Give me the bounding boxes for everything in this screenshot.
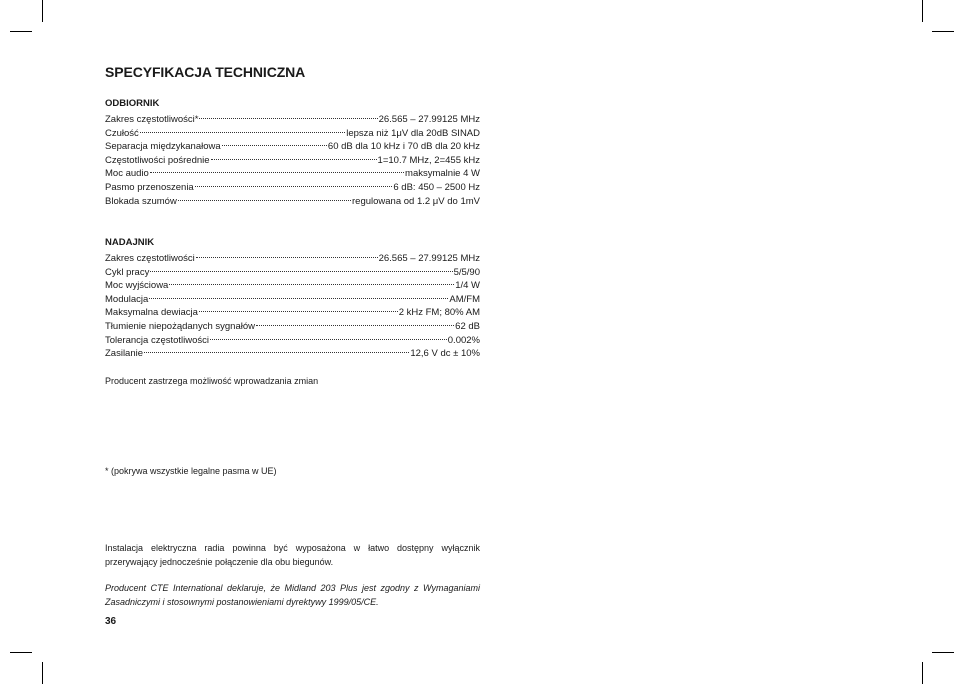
spec-row	[105, 195, 480, 209]
spec-label: Tłumienie niepożądanych sygnałów	[105, 320, 255, 332]
spec-label: Częstotliwości pośrednie	[105, 154, 210, 166]
spec-label: Zasilanie	[105, 348, 144, 360]
dot-leader	[222, 145, 327, 146]
spec-row	[105, 306, 480, 320]
spec-row	[105, 279, 480, 293]
spec-row	[105, 266, 480, 280]
receiver-heading: ODBIORNIK	[105, 98, 160, 109]
installation-note: Instalacja elektryczna radia powinna być wyposażona w łatwo dostępny wyłącznik przerywający jednocześnie połączenie dla obu biegunów.	[105, 543, 480, 567]
dot-leader	[199, 311, 398, 312]
page-title: SPECYFIKACJA TECHNICZNA	[105, 64, 306, 80]
dot-leader	[178, 200, 351, 201]
dot-leader	[150, 172, 404, 173]
spec-label: Zakres częstotliwości	[105, 253, 195, 264]
receiver-spec-list	[105, 113, 480, 208]
transmitter-section	[105, 237, 480, 361]
spec-label: Separacja międzykanałowa	[105, 141, 221, 153]
transmitter-spec-list	[105, 252, 480, 361]
spec-row	[105, 252, 480, 266]
dot-leader	[195, 186, 393, 187]
spec-value: regulowana od 1.2 μV do 1mV	[352, 195, 480, 207]
spec-label: Maksymalna dewiacja	[105, 307, 198, 319]
spec-row	[105, 154, 480, 168]
dot-leader	[144, 352, 409, 353]
spec-label: Pasmo przenoszenia	[105, 181, 194, 193]
spec-value: maksymalnie 4 W	[405, 168, 480, 180]
footnote: * (pokrywa wszystkie legalne pasma w UE)	[105, 466, 277, 476]
spec-row	[105, 320, 480, 334]
spec-value: 2 kHz FM; 80% AM	[398, 307, 480, 319]
dot-leader	[210, 339, 447, 340]
spec-value: AM/FM	[449, 293, 480, 305]
crop-mark	[932, 652, 954, 653]
spec-value: 6 dB: 450 – 2500 Hz	[393, 181, 480, 193]
crop-mark	[10, 652, 32, 653]
spec-label: Modulacja	[105, 293, 149, 305]
page-number: 36	[105, 616, 117, 627]
dot-leader	[169, 284, 454, 285]
receiver-section	[105, 98, 480, 208]
spec-value: 12,6 V dc ± 10%	[410, 348, 480, 360]
crop-mark	[922, 662, 923, 684]
spec-value: 1=10.7 MHz, 2=455 kHz	[377, 154, 480, 166]
spec-label: Zakres częstotliwości*	[105, 114, 199, 125]
crop-mark	[922, 0, 923, 22]
declaration: Producent CTE International deklaruje, że Midland 203 Plus jest zgodny z Wymaganiami Zasadniczymi i stosownymi postanowieniami dyrektywy 1999/05/CE.	[105, 583, 480, 607]
manufacturer-note: Producent zastrzega możliwość wprowadzania zmian	[105, 376, 319, 386]
spec-value: 26.565 – 27.99125 MHz	[378, 253, 480, 264]
spec-label: Tolerancja częstotliwości	[105, 334, 210, 346]
spec-label: Moc wyjściowa	[105, 280, 169, 292]
spec-label: Moc audio	[105, 168, 149, 180]
spec-label: Blokada szumów	[105, 195, 177, 207]
spec-value: 60 dB dla 10 kHz i 70 dB dla 20 kHz	[327, 141, 480, 153]
spec-row	[105, 167, 480, 181]
dot-leader	[211, 159, 377, 160]
spec-value: 62 dB	[455, 320, 480, 332]
dot-leader	[256, 325, 454, 326]
transmitter-heading: NADAJNIK	[105, 237, 155, 248]
dot-leader	[149, 298, 448, 299]
crop-mark	[932, 31, 954, 32]
spec-row	[105, 181, 480, 195]
spec-row	[105, 334, 480, 348]
spec-value: 0.002%	[447, 334, 480, 346]
spec-row	[105, 140, 480, 154]
spec-row	[105, 347, 480, 361]
dot-leader	[150, 271, 452, 272]
crop-mark	[42, 662, 43, 684]
crop-mark	[10, 31, 32, 32]
dot-leader	[196, 257, 378, 258]
spec-value: 5/5/90	[453, 266, 480, 278]
spec-value: 1/4 W	[455, 280, 480, 292]
spec-value: lepsza niż 1μV dla 20dB SINAD	[346, 127, 480, 139]
spec-label: Cykl pracy	[105, 266, 150, 278]
crop-mark	[42, 0, 43, 22]
dot-leader	[140, 132, 345, 133]
dot-leader	[199, 118, 377, 119]
spec-row	[105, 127, 480, 141]
spec-value: 26.565 – 27.99125 MHz	[378, 114, 480, 125]
spec-label: Czułość	[105, 127, 139, 139]
spec-row	[105, 113, 480, 127]
spec-row	[105, 293, 480, 307]
